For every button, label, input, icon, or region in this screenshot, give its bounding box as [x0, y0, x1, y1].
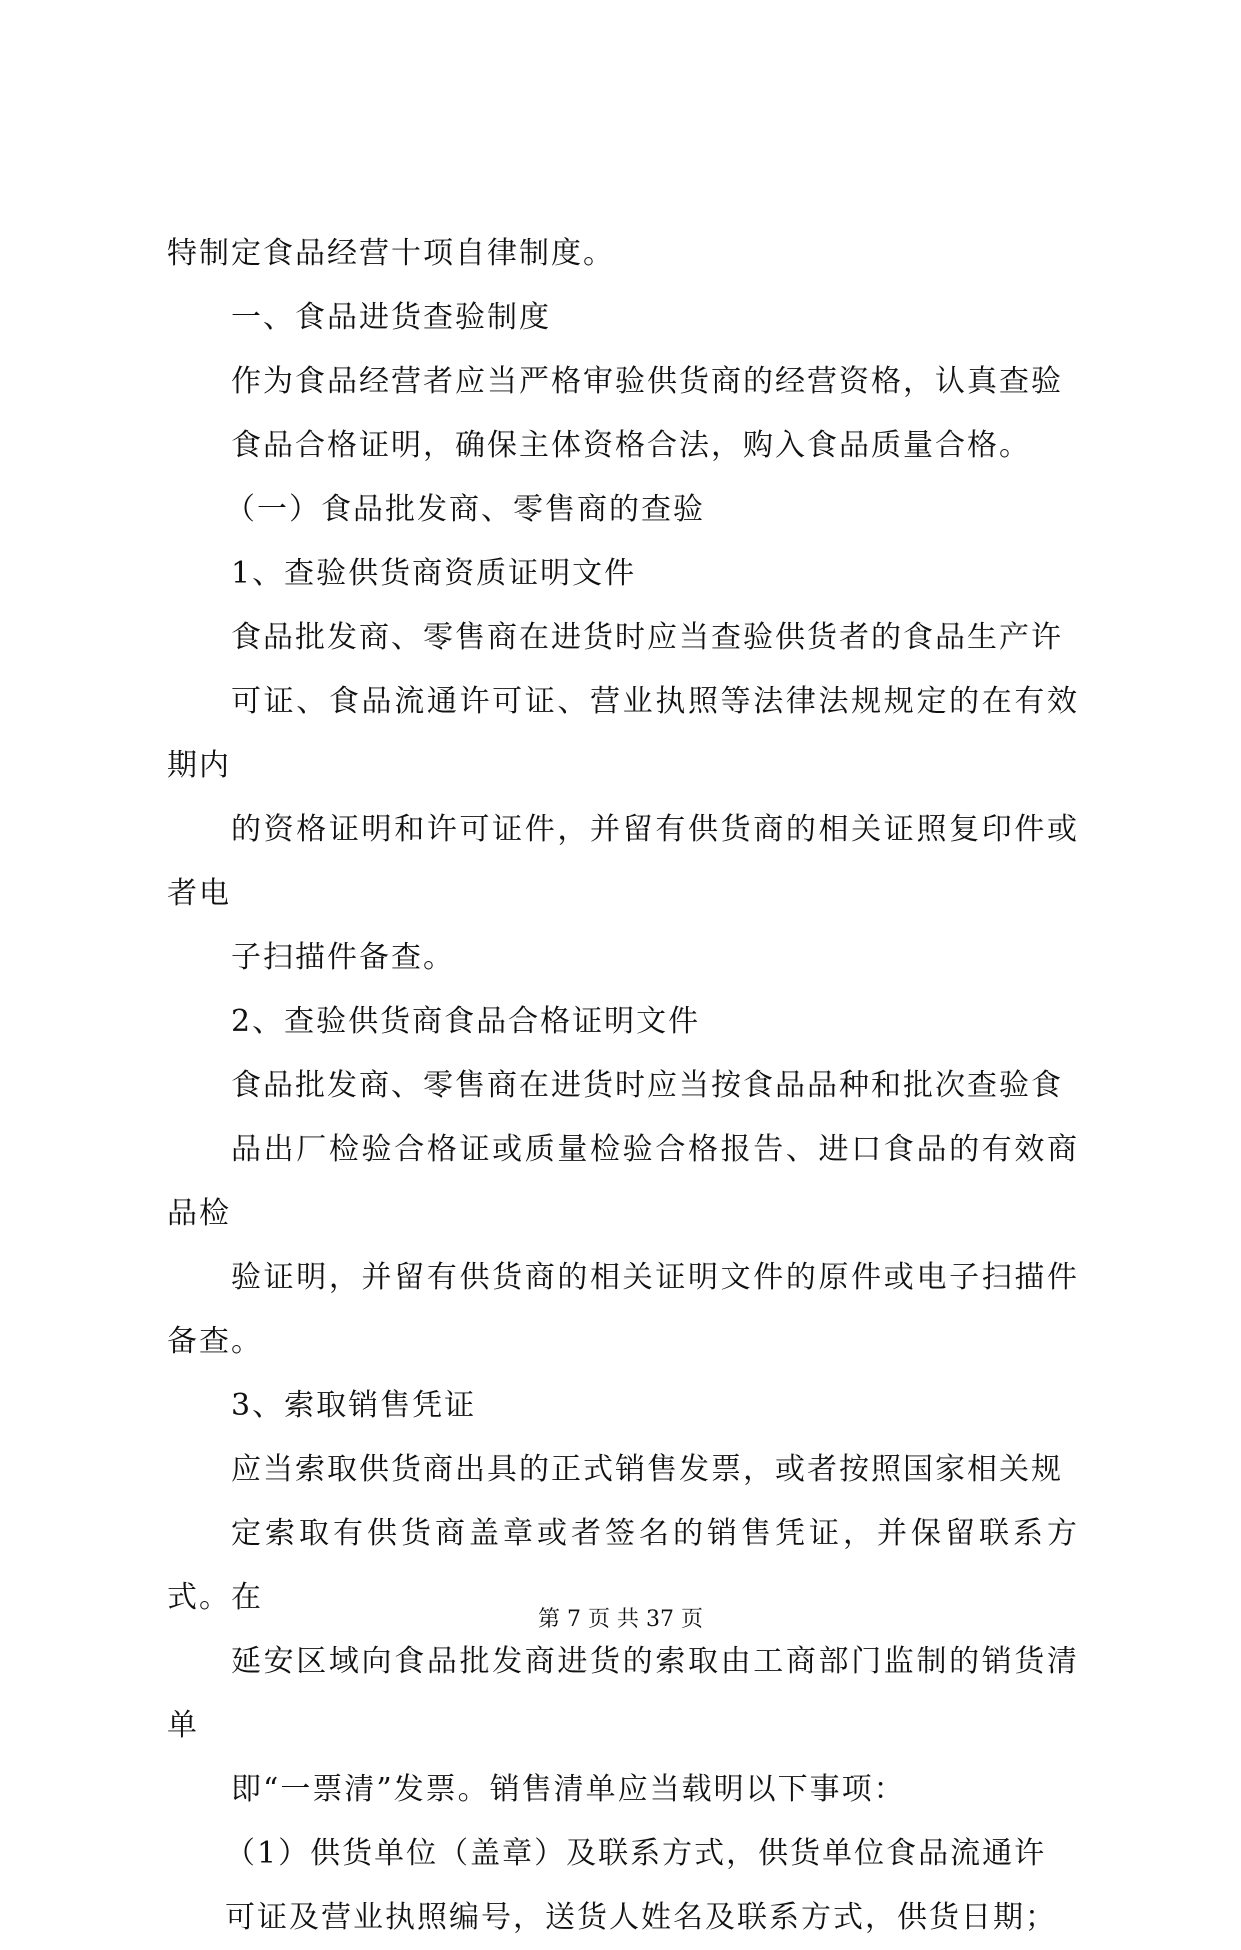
page-number-label: 第 7 页 共 37 页: [538, 1607, 703, 1632]
text-line: 可证、食品流通许可证、营业执照等法律法规规定的在有效期内: [167, 684, 1079, 783]
text-line: 可证及营业执照编号，送货人姓名及联系方式，供货日期；: [225, 1900, 1057, 1935]
text-line: 品出厂检验合格证或质量检验合格报告、进口食品的有效商品检: [167, 1132, 1079, 1231]
text-line: （1）供货单位（盖章）及联系方式，供货单位食品流通许: [225, 1836, 1047, 1871]
paragraph: [167, 350, 1079, 478]
text-line: 作为食品经营者应当严格审验供货商的经营资格，认真查验: [231, 364, 1063, 399]
item-heading-3: [167, 1374, 1079, 1438]
paragraph: [167, 1054, 1079, 1374]
text-line: 1、查验供货商资质证明文件: [231, 556, 637, 591]
document-body: [167, 222, 1079, 1950]
text-line: 定索取有供货商盖章或者签名的销售凭证，并保留联系方式。在: [167, 1516, 1079, 1615]
text-line: 子扫描件备查。: [231, 940, 455, 975]
text-line: 3、索取销售凭证: [231, 1388, 477, 1423]
text-line: 验证明，并留有供货商的相关证明文件的原件或电子扫描件备查。: [167, 1260, 1079, 1359]
paragraph-list-item: [167, 1822, 1079, 1950]
paragraph: [167, 606, 1079, 990]
text-line: （一）食品批发商、零售商的查验: [225, 492, 705, 527]
item-heading-2: [167, 990, 1079, 1054]
text-line: 即“一票清”发票。销售清单应当载明以下事项：: [231, 1772, 906, 1807]
text-line: 食品合格证明，确保主体资格合法，购入食品质量合格。: [231, 428, 1031, 463]
text-line: 特制定食品经营十项自律制度。: [167, 236, 615, 271]
text-line: 2、查验供货商食品合格证明文件: [231, 1004, 701, 1039]
text-line: 食品批发商、零售商在进货时应当查验供货者的食品生产许: [231, 620, 1063, 655]
text-line: 的资格证明和许可证件，并留有供货商的相关证照复印件或者电: [167, 812, 1079, 911]
subsection-heading: [167, 478, 1079, 542]
text-line: 延安区域向食品批发商进货的索取由工商部门监制的销货清单: [167, 1644, 1079, 1743]
text-line: 一、食品进货查验制度: [231, 300, 551, 335]
section-heading-1: [167, 286, 1079, 350]
page-footer: [0, 1602, 1241, 1633]
item-heading-1: [167, 542, 1079, 606]
paragraph-intro-tail: [167, 222, 1079, 286]
text-line: 食品批发商、零售商在进货时应当按食品品种和批次查验食: [231, 1068, 1063, 1103]
text-line: 应当索取供货商出具的正式销售发票，或者按照国家相关规: [231, 1452, 1063, 1487]
